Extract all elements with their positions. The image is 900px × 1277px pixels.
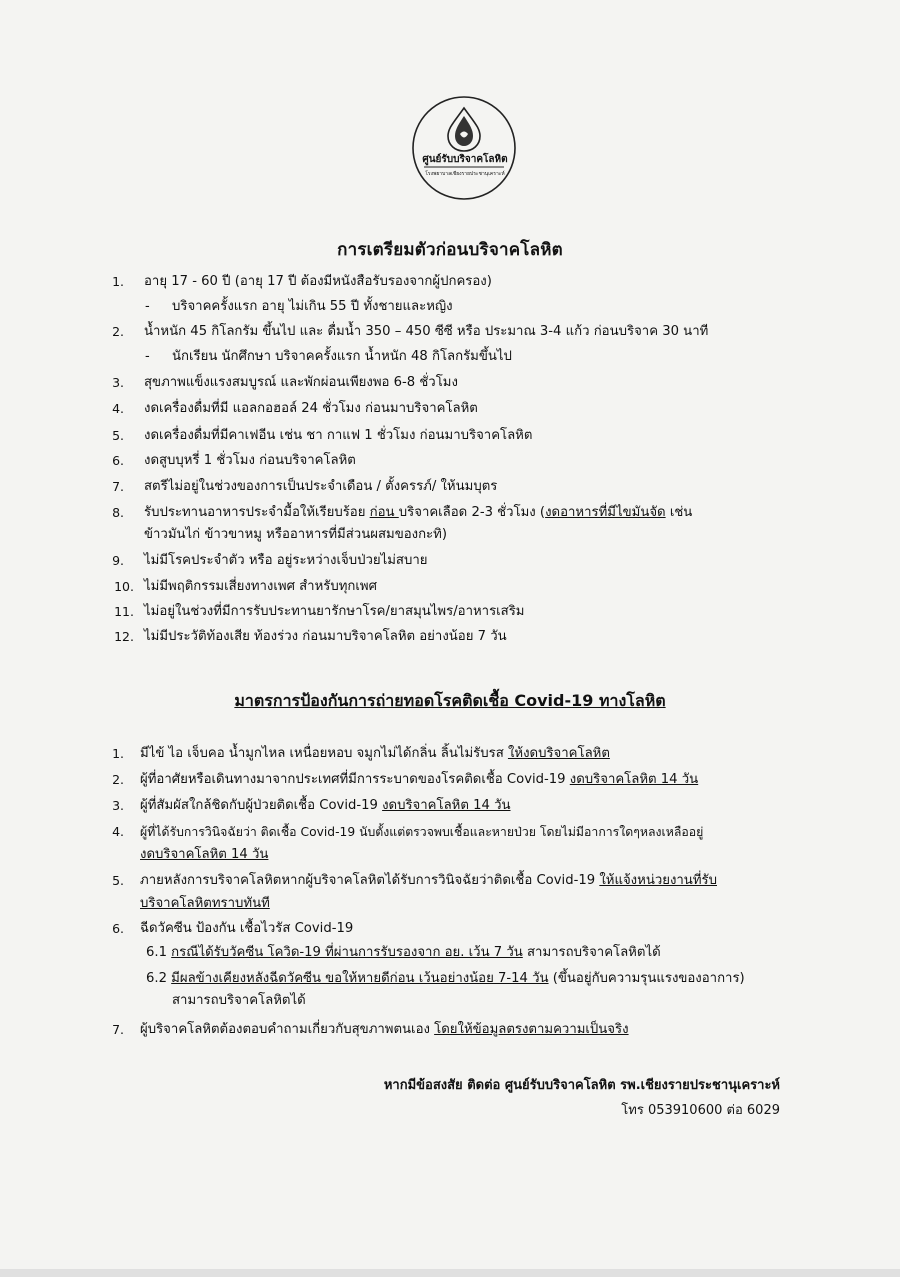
measure-4-rule: งดบริจาคโลหิต 14 วัน — [140, 847, 269, 862]
item-5-number: 5. — [112, 428, 124, 443]
item-2-text: น้ำหนัก 45 กิโลกรัม ขึ้นไป และ ดื่มน้ำ 350 – 450 ซีซี หรือ ประมาณ 3-4 แก้ว ก่อนบริจาค 30 นาที — [144, 324, 709, 339]
scan-edge — [0, 1269, 900, 1277]
contact-line: หากมีข้อสงสัย ติดต่อ ศูนย์รับบริจาคโลหิต รพ.เชียงรายประชานุเคราะห์ — [383, 1078, 780, 1093]
measure-6-1-label: 6.1 — [146, 945, 172, 960]
measure-4-text: ผู้ที่ได้รับการวินิจฉัยว่า ติดเชื้อ Covid-19 นับตั้งแต่ตรวจพบเชื้อและหายป่วย โดยไม่มีอาการใดๆหลงเหลืออยู่ — [140, 825, 704, 839]
item-9-number: 9. — [112, 553, 124, 568]
item-4-number: 4. — [112, 401, 124, 416]
measure-3-number: 3. — [112, 798, 124, 813]
section1-title: การเตรียมตัวก่อนบริจาคโลหิต — [337, 240, 563, 260]
item-6-text: งดสูบบุหรี่ 1 ชั่วโมง ก่อนบริจาคโลหิต — [144, 453, 356, 468]
measure-1-number: 1. — [112, 746, 124, 761]
item-5-text: งดเครื่องดื่มที่มีคาเฟอีน เช่น ชา กาแฟ 1 ชั่วโมง ก่อนมาบริจาคโลหิต — [144, 428, 533, 443]
item-8-part-e: เช่น — [665, 505, 693, 520]
item-8-before: ก่อน — [369, 505, 399, 520]
measure-6-2-label: 6.2 — [146, 971, 172, 986]
measure-6-2-text — [146, 970, 745, 988]
item-2-sub-dash: - — [145, 349, 150, 364]
measure-2-text — [140, 771, 698, 789]
item-12-text: ไม่มีประวัติท้องเสีย ท้องร่วง ก่อนมาบริจาคโลหิต อย่างน้อย 7 วัน — [144, 629, 507, 644]
measure-3-condition: ผู้ที่สัมผัสใกล้ชิดกับผู้ป่วยติดเชื้อ Covid-19 — [140, 798, 383, 813]
measure-7-text — [140, 1021, 629, 1039]
logo-name: ศูนย์รับบริจาคโลหิต — [422, 154, 508, 165]
item-3-number: 3. — [112, 375, 124, 390]
item-7-number: 7. — [112, 479, 124, 494]
measure-1-text — [140, 745, 610, 763]
item-11-text: ไม่อยู่ในช่วงที่มีการรับประทานยารักษาโรค/ยาสมุนไพร/อาหารเสริม — [144, 604, 525, 619]
measure-6-2-continuation: สามารถบริจาคโลหิตได้ — [172, 993, 306, 1008]
measure-2-condition: ผู้ที่อาศัยหรือเดินทางมาจากประเทศที่มีการระบาดของโรคติดเชื้อ Covid-19 — [140, 772, 570, 787]
contact-phone: โทร 053910600 ต่อ 6029 — [621, 1103, 780, 1118]
item-6-number: 6. — [112, 453, 124, 468]
item-8-number: 8. — [112, 505, 124, 520]
item-11-number: 11. — [114, 604, 134, 619]
measure-6-1-text — [146, 944, 661, 962]
item-8-part-c: บริจาคเลือด 2-3 ชั่วโมง ( — [398, 505, 546, 520]
measure-6-1-rule: กรณีได้รับวัคซีน โควิด-19 ที่ผ่านการรับรองจาก อย. เว้น 7 วัน — [171, 945, 523, 960]
logo-subtitle: โรงพยาบาลเชียงรายประชานุเคราะห์ — [425, 171, 505, 177]
item-10-number: 10. — [114, 579, 134, 594]
item-2-number: 2. — [112, 324, 124, 339]
measure-5-number: 5. — [112, 873, 124, 888]
measure-5-condition: ภายหลังการบริจาคโลหิตหากผู้บริจาคโลหิตได้รับการวินิจฉัยว่าติดเชื้อ Covid-19 — [140, 873, 600, 888]
measure-3-rule: งดบริจาคโลหิต 14 วัน — [382, 798, 511, 813]
item-1-sub-dash: - — [145, 299, 150, 314]
item-9-text: ไม่มีโรคประจำตัว หรือ อยู่ระหว่างเจ็บป่วยไม่สบาย — [144, 553, 428, 568]
item-8-text — [144, 504, 692, 522]
item-8-part-a: รับประทานอาหารประจำมื้อให้เรียบร้อย — [144, 505, 370, 520]
item-1-text: อายุ 17 - 60 ปี (อายุ 17 ปี ต้องมีหนังสือรับรองจากผู้ปกครอง) — [144, 274, 492, 289]
blood-center-logo — [410, 94, 518, 202]
measure-2-rule: งดบริจาคโลหิต 14 วัน — [569, 772, 699, 787]
item-7-text: สตรีไม่อยู่ในช่วงของการเป็นประจำเดือน / ตั้งครรภ์/ ให้นมบุตร — [144, 479, 498, 494]
section2-title: มาตรการป้องกันการถ่ายทอดโรคติดเชื้อ Covid-19 ทางโลหิต — [234, 691, 666, 710]
measure-6-1-result: สามารถบริจาคโลหิตได้ — [522, 945, 661, 960]
item-12-number: 12. — [114, 629, 134, 644]
item-2-sub-text: นักเรียน นักศึกษา บริจาคครั้งแรก น้ำหนัก 48 กิโลกรัมขึ้นไป — [172, 349, 512, 364]
measure-6-2-note: (ขึ้นอยู่กับความรุนแรงของอาการ) — [548, 971, 745, 986]
measure-1-symptoms: มีไข้ ไอ เจ็บคอ น้ำมูกไหล เหนื่อยหอบ จมูกไม่ได้กลิ่น ลิ้นไม่รับรส — [140, 746, 508, 761]
measure-3-text — [140, 797, 511, 815]
measure-7-number: 7. — [112, 1022, 124, 1037]
measure-6-number: 6. — [112, 921, 124, 936]
measure-5-rule-continuation: บริจาคโลหิตทราบทันที — [140, 896, 270, 911]
measure-1-rule: ให้งดบริจาคโลหิต — [507, 746, 610, 761]
item-8-no-fatty-food: งดอาหารที่มีไขมันจัด — [545, 505, 666, 520]
item-1-sub-text: บริจาคครั้งแรก อายุ ไม่เกิน 55 ปี ทั้งชายและหญิง — [172, 299, 453, 314]
measure-7-rule: โดยให้ข้อมูลตรงตามความเป็นจริง — [434, 1022, 629, 1037]
measure-7-condition: ผู้บริจาคโลหิตต้องตอบคำถามเกี่ยวกับสุขภาพตนเอง — [140, 1022, 435, 1037]
measure-4-number: 4. — [112, 824, 124, 839]
measure-6-text: ฉีดวัคซีน ป้องกัน เชื้อไวรัส Covid-19 — [140, 921, 354, 936]
item-3-text: สุขภาพแข็งแรงสมบูรณ์ และพักผ่อนเพียงพอ 6-8 ชั่วโมง — [144, 375, 458, 390]
measure-2-number: 2. — [112, 772, 124, 787]
measure-6-2-rule: มีผลข้างเคียงหลังฉีดวัคซีน ขอให้หายดีก่อน เว้นอย่างน้อย 7-14 วัน — [171, 971, 549, 986]
measure-5-rule: ให้แจ้งหน่วยงานที่รับ — [599, 873, 717, 888]
measure-5-text — [140, 872, 717, 890]
item-1-number: 1. — [112, 274, 124, 289]
item-8-continuation: ข้าวมันไก่ ข้าวขาหมู หรืออาหารที่มีส่วนผสมของกะทิ) — [144, 527, 447, 542]
logo-seal-icon — [410, 94, 518, 202]
item-4-text: งดเครื่องดื่มที่มี แอลกอฮอล์ 24 ชั่วโมง ก่อนมาบริจาคโลหิต — [144, 401, 478, 416]
item-10-text: ไม่มีพฤติกรรมเสี่ยงทางเพศ สำหรับทุกเพศ — [144, 579, 377, 594]
